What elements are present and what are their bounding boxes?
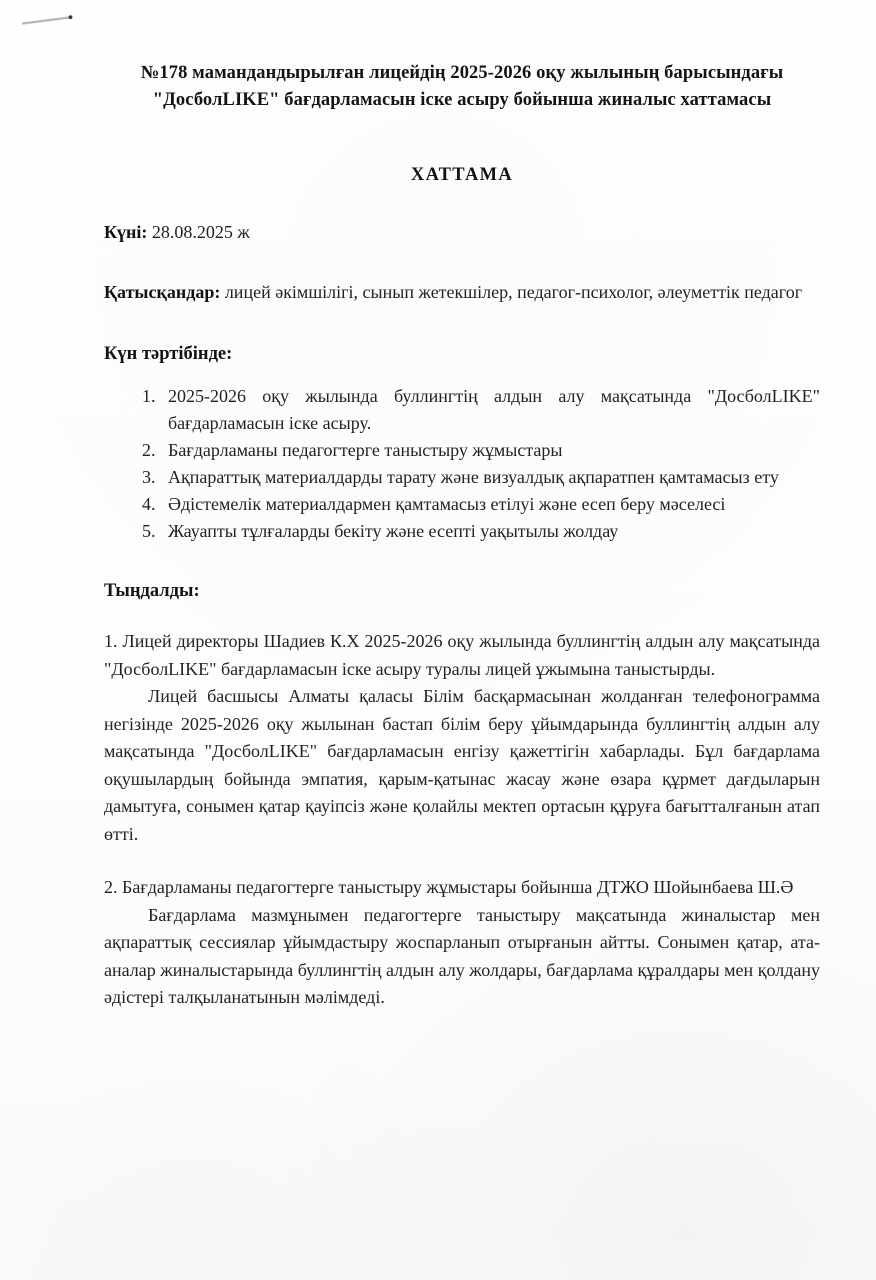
heard-heading: Тыңдалды: xyxy=(104,581,200,601)
speaker-body-1: Лицей басшысы Алматы қаласы Білім басқармасынан жолданған телефонограмма негізінде 2025-2026 оқу жылынан бастап білім беру ұйымдарында буллингтің алдын алу мақсатында "ДосболLIKE" бағдарламасын енгізу қажеттігін хабарлады. Бұл бағдарлама оқушылардың бойында эмпатия, қарым-қатынас жасау және өзара құрмет дағдыларын дамытуға, сонымен қатар қауіпсіз және қолайлы мектеп ортасын құруға бағытталғанын атап өтті. xyxy=(104,686,820,844)
pen-mark-artifact xyxy=(22,15,74,25)
agenda-item: 3. Ақпараттық материалдарды тарату және визуалдық ақпаратпен қамтамасыз ету xyxy=(160,464,820,491)
document-content xyxy=(104,0,820,1280)
agenda-item: 2. Бағдарламаны педагогтерге таныстыру жұмыстары xyxy=(160,437,820,464)
date-value: 28.08.2025 ж xyxy=(151,222,250,242)
agenda-item: 5. Жауапты тұлғаларды бекіту және есепті уақытылы жолдау xyxy=(160,518,820,545)
participants-label: Қатысқандар: xyxy=(104,282,221,302)
agenda-item: 4. Әдістемелік материалдармен қамтамасыз етілуі және есеп беру мәселесі xyxy=(160,491,820,518)
date-line xyxy=(104,186,820,246)
agenda-item: 1. 2025-2026 оқу жылында буллингтің алдын алу мақсатында "ДосболLIKE" бағдарламасын іске асыру. xyxy=(160,383,820,437)
date-label: Күні: xyxy=(104,222,148,242)
protocol-heading: ХАТТАМА xyxy=(410,165,514,185)
agenda-heading: Күн тәртібінде: xyxy=(104,344,233,364)
speaker-lead-2: 2. Бағдарламаны педагогтерге таныстыру жұмыстары бойынша ДТЖО Шойынбаева Ш.Ә xyxy=(104,877,794,897)
page-title: №178 мамандандырылған лицейдің 2025-2026 оқу жылының барысындағы "ДосболLIKE" бағдарламасын іске асыру бойынша жиналыс хаттамасы xyxy=(140,63,784,110)
agenda-list xyxy=(104,365,820,545)
participants-line xyxy=(104,246,820,306)
participants-value: лицей әкімшілігі, сынып жетекшілер, педагог-психолог, әлеуметтік педагог xyxy=(224,282,803,302)
speaker-body-2: Бағдарлама мазмұнымен педагогтерге таныстыру мақсатында жиналыстар мен ақпараттық сессиялар ұйымдастыру жоспарланып отырғанын айтты. Сонымен қатар, ата-аналар жиналыстарында буллингтің алдын алу жолдары, бағдарлама құралдары мен қолдану әдістері талқыланатынын мәлімдеді. xyxy=(104,904,820,1007)
speaker-lead-1: 1. Лицей директоры Шадиев К.Х 2025-2026 оқу жылында буллингтің алдын алу мақсатында "ДосболLIKE" бағдарламасын іске асыру туралы лицей ұжымына таныстырды. xyxy=(104,631,820,679)
